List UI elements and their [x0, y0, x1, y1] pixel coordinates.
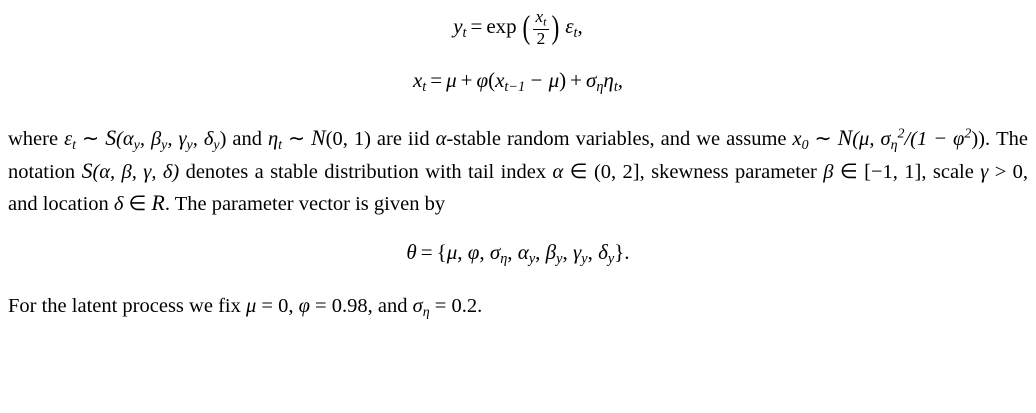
p1-stable-generic-args: (α, β, γ, δ) [92, 160, 180, 183]
p1-x0-phi-superscript: 2 [964, 126, 972, 142]
p1-normal-args: (0, 1) [325, 127, 371, 150]
eq2-inner-left-paren: ( [488, 68, 496, 93]
eq2-plus-2: + [570, 68, 582, 93]
p1-stable-symbol-2: S [81, 158, 93, 183]
p1-text-4: -stable random variables, and we assume [446, 127, 793, 150]
p1-stable-args-2: , β [139, 127, 162, 150]
p1-text-1: where [8, 127, 65, 150]
eq2-trailing-comma: , [617, 68, 624, 93]
p1-distributed-1: ∼ [76, 127, 106, 150]
p2-period: . [477, 295, 483, 318]
eq3-phi: φ [467, 239, 480, 264]
paragraph-1 [0, 123, 1036, 220]
p1-stable-args-sub-3: y [186, 137, 193, 153]
p1-epsilon: ε [64, 127, 73, 150]
p1-gamma-condition: > 0 [988, 160, 1023, 183]
p1-text-9: , and location [8, 160, 1029, 215]
p2-mu-value: = 0 [256, 295, 289, 318]
eq1-lhs-variable: y [453, 14, 463, 39]
p1-text-7: , skewness parameter [639, 160, 824, 183]
eq1-right-paren: ) [551, 9, 560, 46]
p1-stable-args-3: , γ [167, 127, 187, 150]
p1-gamma: γ [980, 160, 989, 183]
p1-stable-args-4: , δ [192, 127, 214, 150]
p1-text-5: The notation [8, 127, 1028, 183]
eq2-sigma: σ [585, 68, 597, 93]
p1-stable-args-sub-2: y [161, 137, 168, 153]
eq3-alpha-subscript: y [528, 250, 536, 267]
p1-in-3: ∈ [123, 192, 152, 215]
eq2-inner-subscript: t−1 [504, 79, 526, 96]
eq2-phi: φ [476, 68, 489, 93]
eq2-lhs-variable: x [412, 68, 423, 93]
p2-comma-2: , and [367, 295, 413, 318]
document-page [0, 8, 1036, 413]
eq1-left-paren: ( [522, 9, 531, 46]
p1-x0-sigma-superscript: 2 [897, 126, 905, 142]
eq2-plus: + [460, 68, 473, 93]
p2-mu: μ [245, 295, 257, 318]
eq1-trailing-comma: , [577, 14, 583, 39]
eq2-inner-variable: x [495, 68, 505, 93]
p1-alpha-range: (0, 2] [593, 160, 640, 183]
p2-phi-value: = 0.98 [309, 295, 368, 318]
p1-normal-symbol: N [311, 125, 326, 150]
eq3-gamma-subscript: y [581, 250, 588, 267]
eq3-sigma: σ [489, 239, 501, 264]
eq3-beta-subscript: y [556, 250, 563, 267]
p1-x0-args-open: (μ, σ [852, 127, 891, 150]
eq1-frac-numerator-subscript: t [543, 15, 547, 29]
eq1-frac-denominator: 2 [533, 29, 550, 49]
p1-stable-args-sub-1: y [133, 137, 140, 153]
p1-stable-args-sub-4: y [213, 137, 220, 153]
p1-eta-subscript: t [278, 137, 283, 153]
p2-phi: φ [298, 295, 310, 318]
p1-normal-symbol-2: N [837, 125, 853, 150]
p1-in-1: ∈ [563, 160, 594, 183]
p1-stable-symbol: S [105, 125, 117, 150]
eq3-comma-6: , [587, 239, 599, 264]
eq3-equals: = [420, 239, 433, 264]
p2-comma-1: , [288, 295, 299, 318]
equation-1 [0, 8, 1036, 48]
p2-sigma-value: = 0.2 [429, 295, 478, 318]
p1-text-6: denotes a stable distribution with tail index [179, 160, 553, 183]
p1-beta-range: [−1, 1] [864, 160, 922, 183]
eq1-noise-subscript: t [573, 25, 578, 42]
eq3-gamma: γ [572, 239, 582, 264]
eq2-minus-mu: − μ [529, 68, 560, 93]
eq1-noise-variable: ε [565, 14, 574, 39]
eq3-comma-1: , [457, 239, 468, 264]
p1-x0: x [792, 127, 802, 150]
eq1-frac-numerator: x [535, 7, 544, 26]
p2-sigma-subscript: η [422, 304, 430, 320]
p1-text-2: and [226, 127, 268, 150]
eq3-delta-subscript: y [607, 250, 615, 267]
eq1-lhs-subscript: t [462, 25, 467, 42]
eq1-equals: = [470, 14, 483, 39]
eq3-comma-2: , [479, 239, 490, 264]
eq2-eta-subscript: t [613, 79, 618, 96]
eq3-alpha: α [517, 239, 529, 264]
eq3-comma-5: , [562, 239, 573, 264]
p1-beta: β [823, 160, 834, 183]
eq3-mu: μ [446, 239, 458, 264]
p1-x0-sigma-subscript: η [890, 137, 898, 153]
eq1-exp-function: exp [486, 14, 517, 39]
eq2-equals: = [430, 68, 443, 93]
p2-text-1: For the latent process we fix [8, 295, 246, 318]
p1-epsilon-subscript: t [72, 137, 77, 153]
p1-text-10: . The parameter vector is given by [164, 192, 446, 215]
p1-alpha-2: α [552, 160, 564, 183]
p1-text-8: , scale [921, 160, 981, 183]
equation-3 [0, 239, 1036, 267]
paragraph-2 [0, 292, 1036, 323]
p1-delta: δ [113, 192, 124, 215]
eq2-mu: μ [446, 68, 457, 93]
eq3-delta: δ [598, 239, 608, 264]
eq2-eta: η [603, 68, 614, 93]
p1-alpha: α [435, 127, 447, 150]
p1-text-3: are iid [370, 127, 436, 150]
eq3-close-brace: }. [614, 239, 630, 264]
p1-stable-args-5: ) [219, 127, 227, 150]
eq3-theta: θ [406, 239, 417, 264]
eq3-sigma-subscript: η [500, 250, 508, 267]
equation-2 [0, 70, 1036, 94]
p1-distributed-3: ∼ [808, 127, 838, 150]
p1-distributed-2: ∼ [282, 127, 312, 150]
p1-eta: η [267, 127, 279, 150]
eq3-comma-3: , [507, 239, 518, 264]
p1-x0-args-close: )). [971, 127, 991, 150]
p1-stable-args-1: (α [116, 127, 134, 150]
eq2-inner-right-paren: ) [559, 68, 567, 93]
p2-sigma: σ [412, 295, 423, 318]
eq3-comma-4: , [535, 239, 546, 264]
eq1-fraction [533, 8, 550, 48]
p1-in-2: ∈ [833, 160, 865, 183]
p1-x0-subscript: 0 [801, 137, 809, 153]
eq3-open-brace: { [436, 239, 447, 264]
eq2-lhs-subscript: t [422, 79, 427, 96]
eq3-beta: β [545, 239, 557, 264]
p1-reals-symbol: R [151, 190, 165, 215]
p1-x0-args-mid: /(1 − φ [904, 127, 965, 150]
eq2-sigma-subscript: η [596, 79, 604, 96]
